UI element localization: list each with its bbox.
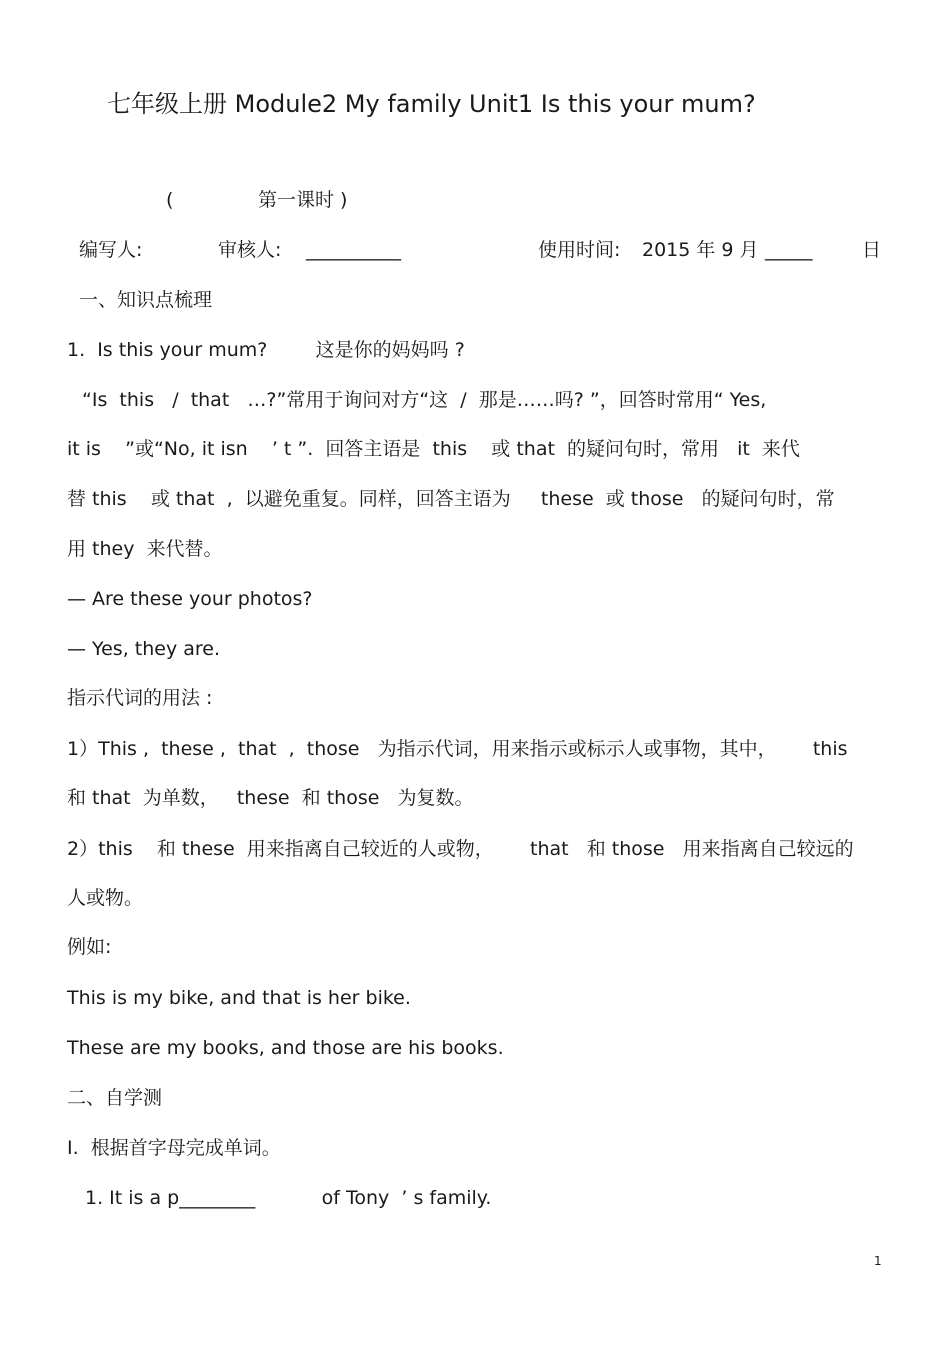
section-heading-knowledge: 一、知识点梳理 (79, 289, 213, 311)
dialog-answer: — Yes, they are. (67, 638, 221, 660)
paragraph-line: 用 they 来代替。 (67, 538, 223, 560)
date-value: 2015 年 9 月 (642, 239, 759, 261)
dialog-question: — Are these your photos? (67, 588, 313, 610)
rule-1-line: 和 that 为单数， these 和 those 为复数。 (67, 787, 474, 809)
page-title: 七年级上册 Module2 My family Unit1 Is this your mum? (107, 90, 756, 118)
paragraph-line: it is ”或“No, it isn ’ t ”. 回答主语是 this 或 that 的疑问句时，常用 it 来代 (67, 438, 800, 460)
page-number: 1 (874, 1254, 882, 1268)
paragraph-line: 替 this 或 that , 以避免重复。同样，回答主语为 these 或 those 的疑问句时，常 (67, 488, 835, 510)
rule-1-line: 1）This , these , that , those 为指示代词，用来指示或标示人或事物，其中， this (67, 738, 848, 760)
date-label: 使用时间: (538, 239, 621, 261)
example-sentence: These are my books, and those are his books. (67, 1037, 504, 1059)
reviewer-blank: __________ (306, 239, 401, 261)
section-heading-self-study: 二、自学测 (67, 1087, 163, 1109)
rule-2-line: 2）this 和 these 用来指离自己较近的人或物， that 和 those 用来指离自己较远的 (67, 838, 854, 860)
demonstratives-heading: 指示代词的用法 : (67, 687, 213, 709)
reviewer-label: 审核人: (218, 239, 282, 261)
example-sentence: This is my bike, and that is her bike. (67, 987, 411, 1009)
lesson-label: 第一课时 ) (258, 189, 348, 211)
example-label: 例如: (67, 936, 112, 958)
author-label: 编写人: (79, 239, 143, 261)
date-day: 日 (862, 239, 882, 261)
lesson-open-paren: ( (166, 189, 174, 211)
rule-2-line: 人或物。 (67, 887, 144, 909)
date-blank: _____ (765, 239, 813, 261)
exercise-item: 1. It is a p________ of Tony ’ s family. (85, 1187, 492, 1209)
point-1: 1. Is this your mum? 这是你的妈妈吗 ? (67, 339, 465, 361)
exercise-heading: I. 根据首字母完成单词。 (67, 1137, 281, 1159)
paragraph-line: “Is this / that …?”常用于询问对方“这 / 那是……吗? ”，回答时常用“ Yes, (82, 389, 767, 411)
